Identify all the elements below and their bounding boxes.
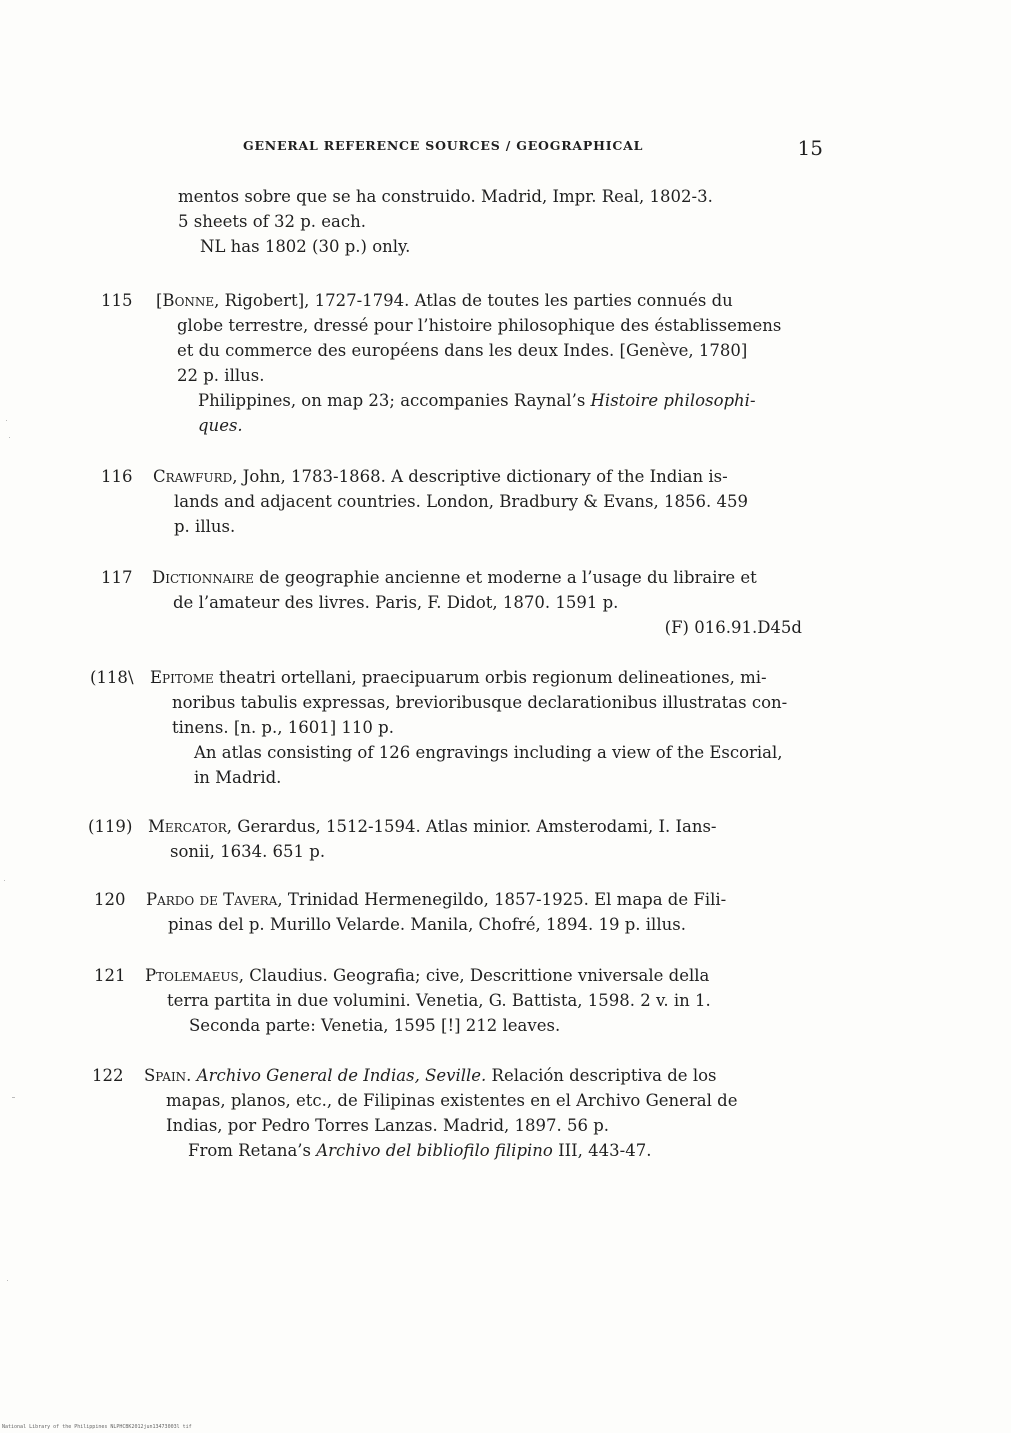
text-line: 22 p. illus.: [177, 366, 265, 385]
entry-author: Ptolemaeus,: [145, 966, 244, 985]
text-line: sonii, 1634. 651 p.: [170, 842, 326, 861]
text-line: theatri ortellani, praecipuarum orbis regionum delineationes, mi-: [213, 668, 767, 687]
entry-author: Epitome: [150, 668, 214, 687]
entry-author-subunit: Archivo General de Indias, Seville.: [191, 1066, 487, 1085]
text-line: p. illus.: [174, 517, 236, 536]
entry-note-title: ques.: [198, 416, 243, 435]
text-line: pinas del p. Murillo Velarde. Manila, Chofré, 1894. 19 p. illus.: [168, 915, 686, 934]
text-line: Trinidad Hermenegildo, 1857-1925. El mapa de Fili-: [282, 890, 727, 909]
text-line: Relación descriptiva de los: [486, 1066, 717, 1085]
text-line: terra partita in due volumini. Venetia, G. Battista, 1598. 2 v. in 1.: [167, 991, 711, 1010]
entry-note: Seconda parte: Venetia, 1595 [!] 212 leaves.: [189, 1016, 561, 1035]
page-number: 15: [797, 136, 823, 160]
scan-footer: National Library of the Philippines NLPHCBK2012jun13473003l tif: [2, 1424, 192, 1430]
entry-note: Philippines, on map 23; accompanies Raynal’s: [198, 391, 591, 410]
entry-author: Crawfurd,: [153, 467, 238, 486]
text-line: tinens. [n. p., 1601] 110 p.: [172, 718, 394, 737]
entry-note-title: Histoire philosophi-: [590, 391, 756, 410]
entry-number: 117: [101, 568, 133, 587]
entry-number: 118: [96, 668, 128, 687]
entry-author: [Bonne,: [156, 291, 220, 310]
text-line: globe terrestre, dressé pour l’histoire philosophique des éstablissemens: [177, 316, 782, 335]
entry-note: From Retana’s: [188, 1141, 317, 1160]
entry-number: 115: [101, 291, 133, 310]
text-line: de geographie ancienne et moderne a l’usage du libraire et: [253, 568, 757, 587]
text-line: 5 sheets of 32 p. each.: [178, 212, 367, 231]
text-line: noribus tabulis expressas, brevioribusque declarationibus illustratas con-: [172, 693, 788, 712]
text-line: lands and adjacent countries. London, Bradbury & Evans, 1856. 459: [174, 492, 748, 511]
entry-author: Dictionnaire: [152, 568, 254, 587]
text-line: Gerardus, 1512-1594. Atlas minior. Amsterodami, I. Ians-: [232, 817, 717, 836]
entry-author: Spain.: [144, 1066, 192, 1085]
text-line: de l’amateur des livres. Paris, F. Didot, 1870. 1591 p.: [173, 593, 619, 612]
entry-note: III, 443-47.: [552, 1141, 652, 1160]
text-line: Rigobert], 1727-1794. Atlas de toutes les parties connués du: [219, 291, 733, 310]
text-line: Indias, por Pedro Torres Lanzas. Madrid, 1897. 56 p.: [166, 1116, 610, 1135]
text-line: John, 1783-1868. A descriptive dictionary of the Indian is-: [237, 467, 728, 486]
entry-note-title: Archivo del bibliofilo filipino: [316, 1141, 553, 1160]
text-line: mentos sobre que se ha construido. Madrid, Impr. Real, 1802-3.: [178, 187, 713, 206]
entry-note: An atlas consisting of 126 engravings including a view of the Escorial,: [194, 743, 783, 762]
entry-number-circled: (118\: [90, 668, 134, 687]
text-line: Claudius. Geografia; cive, Descrittione vniversale della: [243, 966, 710, 985]
call-number: (F) 016.91.D45d: [664, 618, 802, 637]
entry-author: Pardo de Tavera,: [146, 890, 283, 909]
text-line: et du commerce des européens dans les deux Indes. [Genève, 1780]: [177, 341, 748, 360]
entry-author: Mercator,: [148, 817, 233, 836]
entry-number: 120: [94, 890, 126, 909]
text-line: mapas, planos, etc., de Filipinas existentes en el Archivo General de: [166, 1091, 738, 1110]
entry-number: 122: [92, 1066, 124, 1085]
running-title: GENERAL REFERENCE SOURCES / GEOGRAPHICAL: [243, 138, 644, 153]
entry-number: 121: [94, 966, 126, 985]
entry-number-circled: (119): [88, 817, 133, 836]
running-header: [243, 136, 823, 164]
entry-number: 116: [101, 467, 133, 486]
entry-note: NL has 1802 (30 p.) only.: [200, 237, 411, 256]
entry-note: in Madrid.: [194, 768, 282, 787]
entry-number: 119: [94, 817, 126, 836]
